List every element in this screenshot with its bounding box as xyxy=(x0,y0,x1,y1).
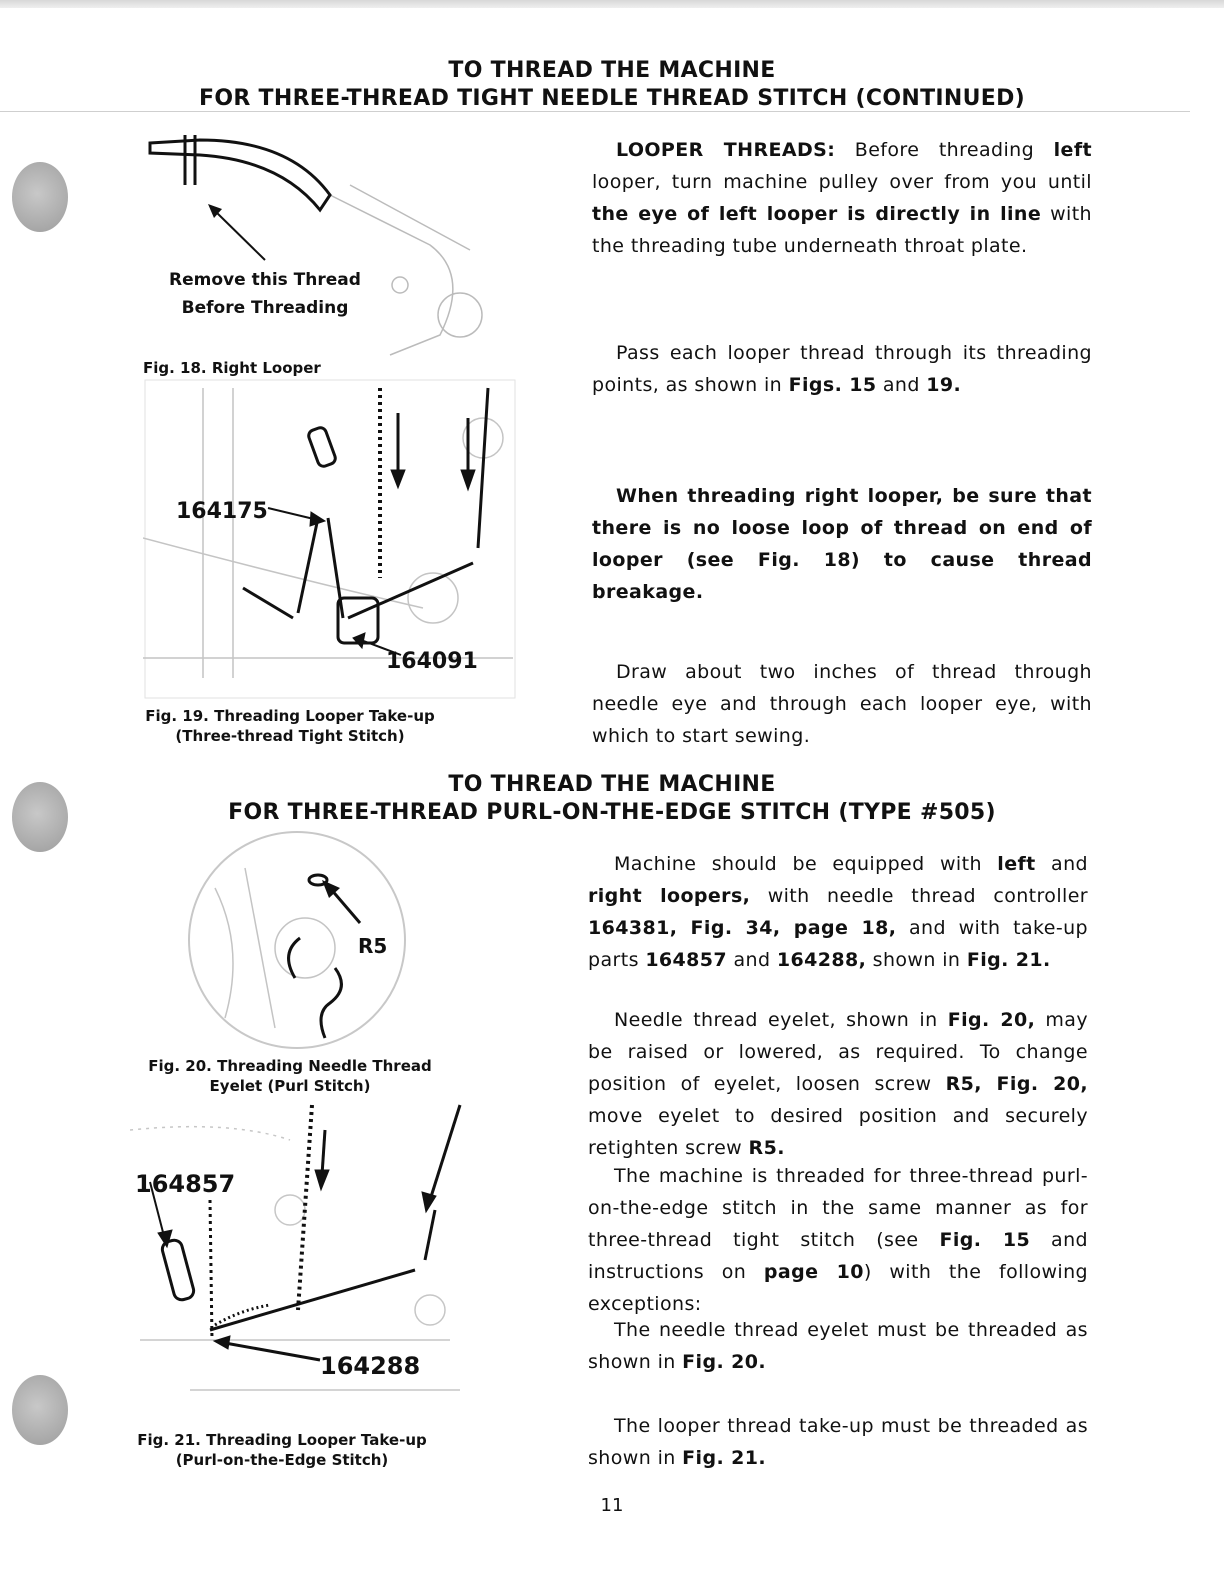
bold-span: 19. xyxy=(926,374,962,396)
bold-span: Figs. 15 xyxy=(788,374,877,396)
text-span: with the threading tube underneath throat plate. xyxy=(592,203,1092,257)
fig21-caption-line1: Fig. 21. Threading Looper Take-up xyxy=(137,1431,427,1449)
fig21-caption-line2: (Purl-on-the-Edge Stitch) xyxy=(175,1451,389,1469)
fig20-caption xyxy=(120,1056,460,1096)
fig19-caption-line2: (Three-thread Tight Stitch) xyxy=(175,727,405,745)
text-span: Pass each looper thread through its threading points, as shown in xyxy=(592,342,1092,396)
binder-hole-bottom xyxy=(12,1375,68,1445)
text-span: looper, turn machine pulley over from you until xyxy=(592,171,1092,193)
text-span: shown in xyxy=(866,949,967,971)
bold-span: 164381, Fig. 34, page 18, xyxy=(588,917,897,939)
fig18-note xyxy=(150,266,380,322)
bold-span: 164857 xyxy=(645,949,728,971)
exception-takeup-paragraph xyxy=(588,1410,1088,1474)
fig18-label-line1: Remove this Thread xyxy=(169,270,361,290)
fig19-caption xyxy=(130,706,450,746)
looper-threads-lead: LOOPER THREADS: xyxy=(616,139,836,161)
draw-thread-paragraph: Draw about two inches of thread through needle eye and through each looper eye, with which to start sewing. xyxy=(592,661,1092,747)
bold-span: right loopers, xyxy=(588,885,751,907)
threaded-same-manner-paragraph xyxy=(588,1160,1088,1320)
bold-span: the eye of left looper is directly in line xyxy=(592,203,1042,225)
text-span: Machine should be equipped with xyxy=(614,853,998,875)
fig19-caption-line1: Fig. 19. Threading Looper Take-up xyxy=(145,707,435,725)
fig20-illustration xyxy=(185,828,415,1058)
heading-2-line2: FOR THREE-THREAD PURL-ON-THE-EDGE STITCH (TYPE #505) xyxy=(228,800,996,825)
fig18-caption: Fig. 18. Right Looper xyxy=(143,359,321,377)
fig21-illustration xyxy=(130,1100,470,1425)
fig20-caption-line2: Eyelet (Purl Stitch) xyxy=(209,1077,371,1095)
text-span: The looper thread take-up must be threaded as shown in xyxy=(588,1415,1088,1469)
fig20-caption-line1: Fig. 20. Threading Needle Thread xyxy=(148,1057,432,1075)
bold-span: Fig. 15 xyxy=(939,1229,1031,1251)
exception-eyelet-paragraph xyxy=(588,1314,1088,1378)
eyelet-paragraph xyxy=(588,1004,1088,1164)
bold-span: Fig. 21. xyxy=(682,1447,766,1469)
right-looper-warning-paragraph: When threading right looper, be sure that there is no loose loop of thread on end of looper (see Fig. 18) to cause thread breakage. xyxy=(592,485,1092,603)
section-heading-2 xyxy=(0,771,1224,827)
bold-span: Fig. 20. xyxy=(682,1351,766,1373)
fig19-part-a-label: 164175 xyxy=(176,499,268,524)
text-span: may be raised or lowered, as required. To change position of eyelet, loosen screw xyxy=(588,1009,1088,1095)
bold-span: Fig. 21. xyxy=(966,949,1051,971)
text-span: with needle thread controller xyxy=(750,885,1088,907)
fig18-illustration xyxy=(140,125,520,360)
fig19-illustration xyxy=(143,378,518,700)
bold-span: R5. xyxy=(748,1137,785,1159)
text-span: move eyelet to desired position and securely retighten screw xyxy=(588,1105,1088,1159)
text-span: and xyxy=(876,374,927,396)
bold-span: page 10 xyxy=(763,1261,864,1283)
section-heading-1 xyxy=(0,57,1224,113)
heading-1-line1: TO THREAD THE MACHINE xyxy=(448,58,776,83)
text-span: The needle thread eyelet must be threaded as shown in xyxy=(588,1319,1088,1373)
bold-span: 164288, xyxy=(776,949,867,971)
fig18-label-line2: Before Threading xyxy=(181,298,349,318)
fig21-part-a-label: 164857 xyxy=(135,1170,236,1198)
text-span: and xyxy=(727,949,777,971)
looper-threads-paragraph xyxy=(592,134,1092,262)
equipped-paragraph xyxy=(588,848,1088,976)
binder-hole-top xyxy=(12,162,68,232)
text-span: Needle thread eyelet, shown in xyxy=(614,1009,948,1031)
text-span: and instructions on xyxy=(588,1229,1088,1283)
text-span: Before threading xyxy=(835,139,1054,161)
page-number: 11 xyxy=(600,1495,624,1516)
bold-span: R5, Fig. 20, xyxy=(945,1073,1088,1095)
text-span: and xyxy=(1035,853,1089,875)
pass-thread-paragraph xyxy=(592,337,1092,401)
heading-2-line1: TO THREAD THE MACHINE xyxy=(448,772,776,797)
bold-span: Fig. 20, xyxy=(947,1009,1036,1031)
text-span: and with take-up parts xyxy=(588,917,1088,971)
fig20-part-label: R5 xyxy=(358,934,388,958)
heading-1-line2: FOR THREE-THREAD TIGHT NEEDLE THREAD STITCH (CONTINUED) xyxy=(199,86,1025,111)
text-span: The machine is threaded for three-thread purl-on-the-edge stitch in the same manner as for three-thread tight stitch (see xyxy=(588,1165,1088,1251)
bold-span: left xyxy=(997,853,1036,875)
bold-span: left xyxy=(1053,139,1092,161)
page-top-edge xyxy=(0,0,1224,8)
text-span: ) with the following exceptions: xyxy=(588,1261,1088,1315)
fig21-part-b-label: 164288 xyxy=(320,1352,421,1380)
fig21-caption xyxy=(112,1430,452,1470)
heading-underline xyxy=(0,111,1190,112)
fig19-part-b-label: 164091 xyxy=(386,649,478,674)
